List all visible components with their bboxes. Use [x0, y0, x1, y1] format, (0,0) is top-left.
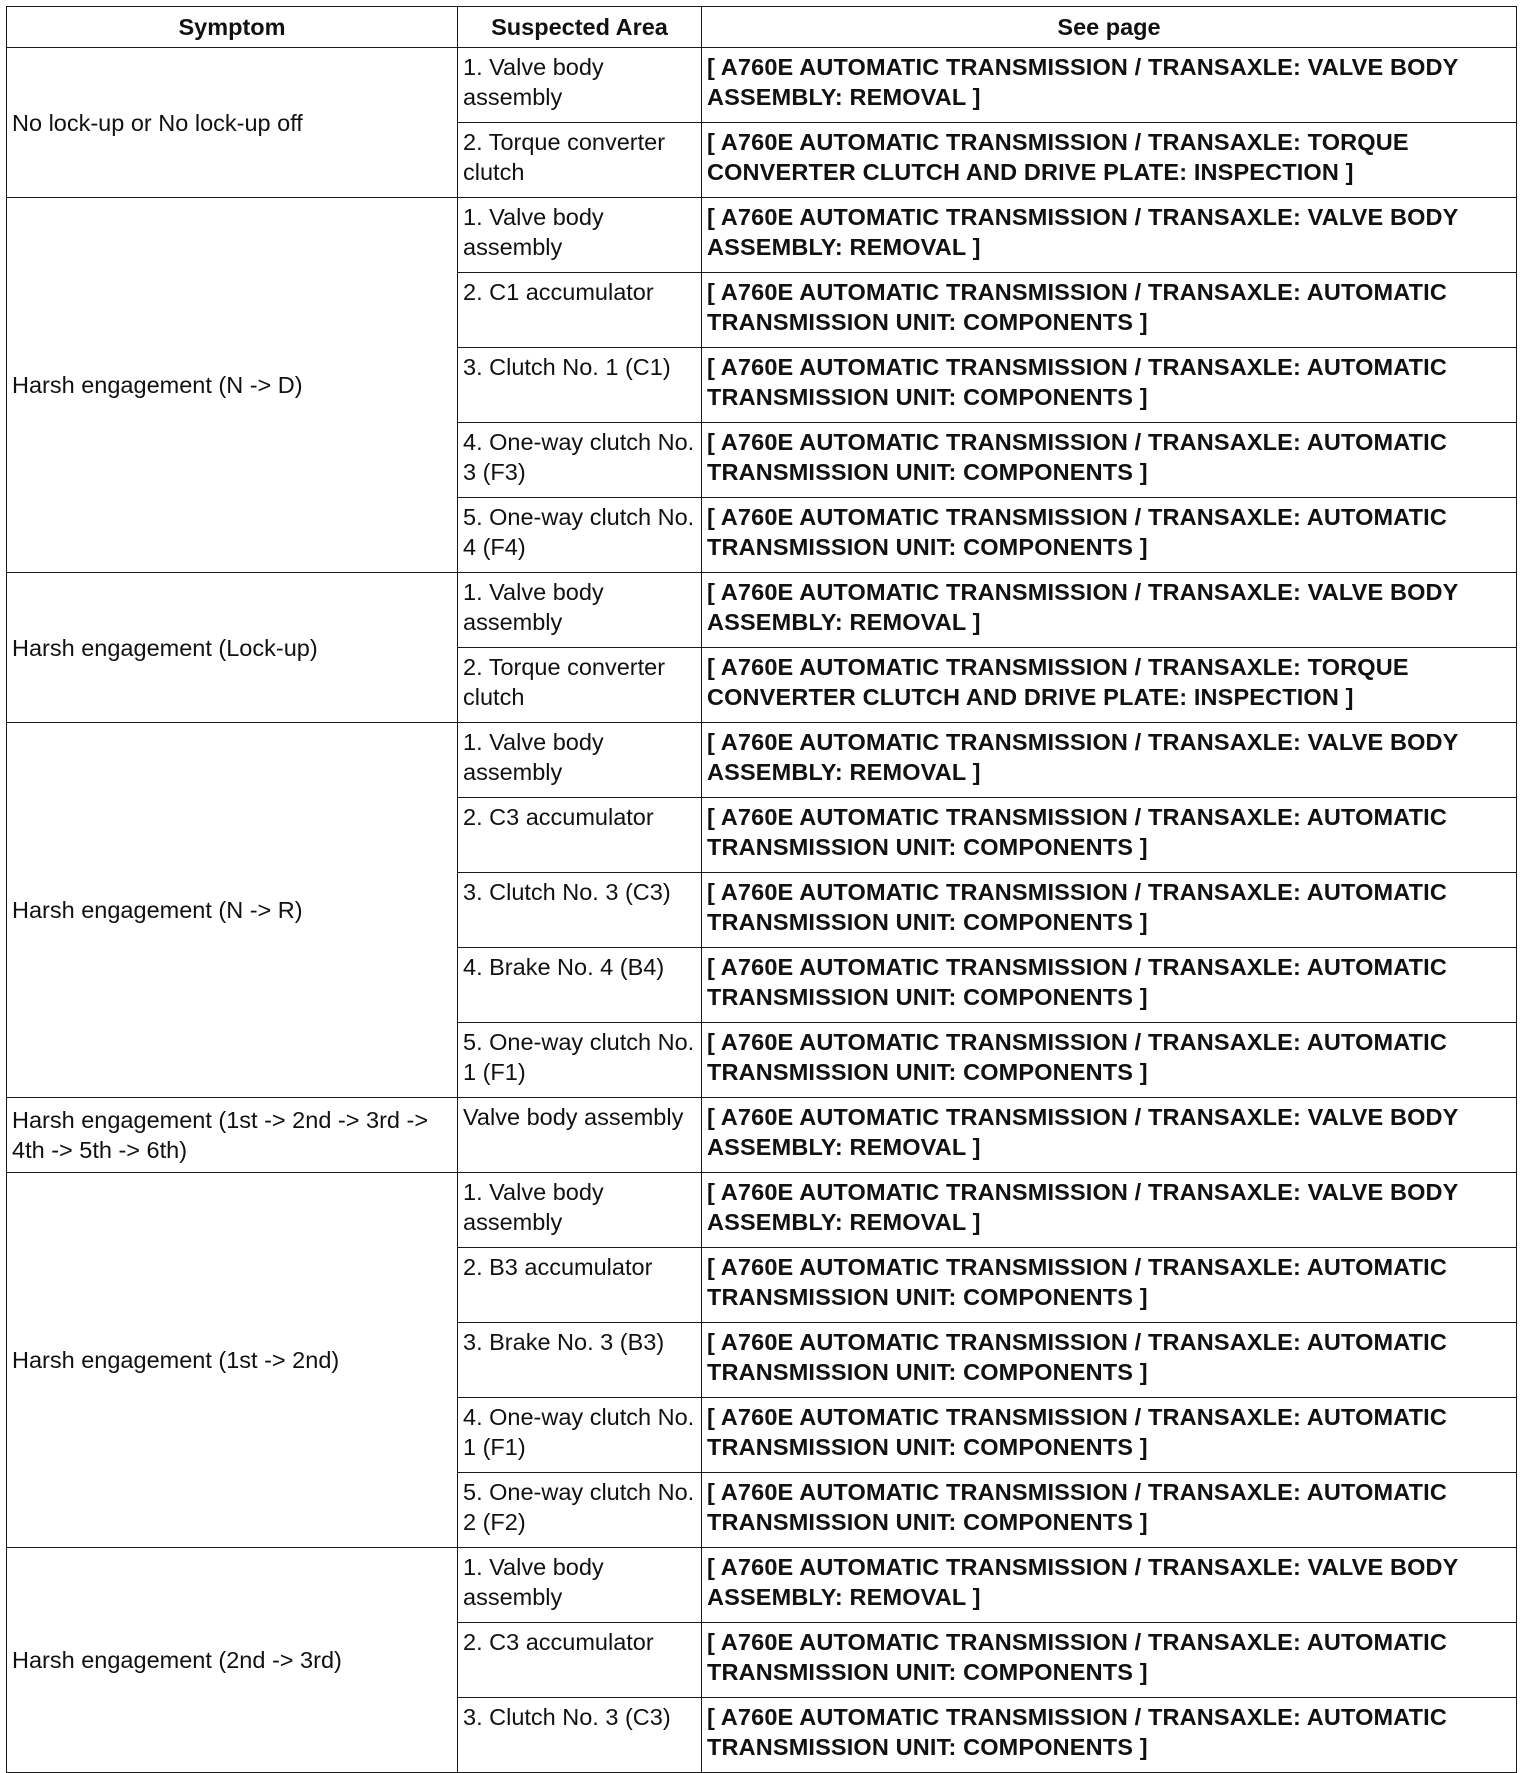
- see-page-reference: [ A760E AUTOMATIC TRANSMISSION / TRANSAXLE: AUTOMATIC TRANSMISSION UNIT: COMPONENTS ]: [702, 1248, 1517, 1323]
- table-body: [7, 48, 1517, 1773]
- suspected-area-cell: 1. Valve body assembly: [458, 723, 702, 798]
- see-page-reference: [ A760E AUTOMATIC TRANSMISSION / TRANSAXLE: AUTOMATIC TRANSMISSION UNIT: COMPONENTS ]: [702, 798, 1517, 873]
- see-page-reference: [ A760E AUTOMATIC TRANSMISSION / TRANSAXLE: AUTOMATIC TRANSMISSION UNIT: COMPONENTS ]: [702, 873, 1517, 948]
- see-page-reference: [ A760E AUTOMATIC TRANSMISSION / TRANSAXLE: AUTOMATIC TRANSMISSION UNIT: COMPONENTS ]: [702, 1623, 1517, 1698]
- document-page: [6, 6, 1517, 1773]
- suspected-area-cell: 1. Valve body assembly: [458, 573, 702, 648]
- suspected-area-cell: 3. Clutch No. 1 (C1): [458, 348, 702, 423]
- see-page-reference: [ A760E AUTOMATIC TRANSMISSION / TRANSAXLE: TORQUE CONVERTER CLUTCH AND DRIVE PLATE: INSPECTION ]: [702, 123, 1517, 198]
- table-row: [7, 1548, 1517, 1623]
- symptom-cell: No lock-up or No lock-up off: [7, 48, 458, 198]
- suspected-area-cell: 1. Valve body assembly: [458, 1548, 702, 1623]
- suspected-area-cell: 2. C1 accumulator: [458, 273, 702, 348]
- suspected-area-cell: 5. One-way clutch No. 2 (F2): [458, 1473, 702, 1548]
- see-page-reference: [ A760E AUTOMATIC TRANSMISSION / TRANSAXLE: AUTOMATIC TRANSMISSION UNIT: COMPONENTS ]: [702, 1323, 1517, 1398]
- see-page-reference: [ A760E AUTOMATIC TRANSMISSION / TRANSAXLE: VALVE BODY ASSEMBLY: REMOVAL ]: [702, 1098, 1517, 1173]
- symptom-cell: Harsh engagement (N -> R): [7, 723, 458, 1098]
- suspected-area-cell: 2. Torque converter clutch: [458, 123, 702, 198]
- table-row: [7, 198, 1517, 273]
- suspected-area-cell: 4. One-way clutch No. 1 (F1): [458, 1398, 702, 1473]
- see-page-reference: [ A760E AUTOMATIC TRANSMISSION / TRANSAXLE: AUTOMATIC TRANSMISSION UNIT: COMPONENTS ]: [702, 1023, 1517, 1098]
- header-symptom: Symptom: [7, 7, 458, 48]
- suspected-area-cell: 2. B3 accumulator: [458, 1248, 702, 1323]
- suspected-area-cell: 1. Valve body assembly: [458, 48, 702, 123]
- symptom-table: [6, 6, 1517, 1773]
- header-suspected-area: Suspected Area: [458, 7, 702, 48]
- suspected-area-cell: Valve body assembly: [458, 1098, 702, 1173]
- symptom-cell: Harsh engagement (N -> D): [7, 198, 458, 573]
- header-see-page: See page: [702, 7, 1517, 48]
- see-page-reference: [ A760E AUTOMATIC TRANSMISSION / TRANSAXLE: AUTOMATIC TRANSMISSION UNIT: COMPONENTS ]: [702, 273, 1517, 348]
- suspected-area-cell: 3. Clutch No. 3 (C3): [458, 873, 702, 948]
- see-page-reference: [ A760E AUTOMATIC TRANSMISSION / TRANSAXLE: AUTOMATIC TRANSMISSION UNIT: COMPONENTS ]: [702, 1698, 1517, 1773]
- table-row: [7, 48, 1517, 123]
- header-row: [7, 7, 1517, 48]
- see-page-reference: [ A760E AUTOMATIC TRANSMISSION / TRANSAXLE: VALVE BODY ASSEMBLY: REMOVAL ]: [702, 1173, 1517, 1248]
- suspected-area-cell: 2. C3 accumulator: [458, 798, 702, 873]
- symptom-cell: Harsh engagement (1st -> 2nd -> 3rd -> 4th -> 5th -> 6th): [7, 1098, 458, 1173]
- see-page-reference: [ A760E AUTOMATIC TRANSMISSION / TRANSAXLE: VALVE BODY ASSEMBLY: REMOVAL ]: [702, 723, 1517, 798]
- suspected-area-cell: 1. Valve body assembly: [458, 198, 702, 273]
- see-page-reference: [ A760E AUTOMATIC TRANSMISSION / TRANSAXLE: AUTOMATIC TRANSMISSION UNIT: COMPONENTS ]: [702, 498, 1517, 573]
- suspected-area-cell: 3. Brake No. 3 (B3): [458, 1323, 702, 1398]
- table-row: [7, 723, 1517, 798]
- table-row: [7, 1098, 1517, 1173]
- see-page-reference: [ A760E AUTOMATIC TRANSMISSION / TRANSAXLE: AUTOMATIC TRANSMISSION UNIT: COMPONENTS ]: [702, 1398, 1517, 1473]
- suspected-area-cell: 2. Torque converter clutch: [458, 648, 702, 723]
- see-page-reference: [ A760E AUTOMATIC TRANSMISSION / TRANSAXLE: AUTOMATIC TRANSMISSION UNIT: COMPONENTS ]: [702, 423, 1517, 498]
- suspected-area-cell: 4. One-way clutch No. 3 (F3): [458, 423, 702, 498]
- see-page-reference: [ A760E AUTOMATIC TRANSMISSION / TRANSAXLE: VALVE BODY ASSEMBLY: REMOVAL ]: [702, 198, 1517, 273]
- see-page-reference: [ A760E AUTOMATIC TRANSMISSION / TRANSAXLE: TORQUE CONVERTER CLUTCH AND DRIVE PLATE: INSPECTION ]: [702, 648, 1517, 723]
- table-row: [7, 1173, 1517, 1248]
- see-page-reference: [ A760E AUTOMATIC TRANSMISSION / TRANSAXLE: VALVE BODY ASSEMBLY: REMOVAL ]: [702, 573, 1517, 648]
- see-page-reference: [ A760E AUTOMATIC TRANSMISSION / TRANSAXLE: VALVE BODY ASSEMBLY: REMOVAL ]: [702, 1548, 1517, 1623]
- see-page-reference: [ A760E AUTOMATIC TRANSMISSION / TRANSAXLE: VALVE BODY ASSEMBLY: REMOVAL ]: [702, 48, 1517, 123]
- see-page-reference: [ A760E AUTOMATIC TRANSMISSION / TRANSAXLE: AUTOMATIC TRANSMISSION UNIT: COMPONENTS ]: [702, 348, 1517, 423]
- symptom-cell: Harsh engagement (Lock-up): [7, 573, 458, 723]
- suspected-area-cell: 4. Brake No. 4 (B4): [458, 948, 702, 1023]
- suspected-area-cell: 3. Clutch No. 3 (C3): [458, 1698, 702, 1773]
- table-row: [7, 573, 1517, 648]
- suspected-area-cell: 2. C3 accumulator: [458, 1623, 702, 1698]
- symptom-cell: Harsh engagement (2nd -> 3rd): [7, 1548, 458, 1773]
- suspected-area-cell: 5. One-way clutch No. 4 (F4): [458, 498, 702, 573]
- symptom-cell: Harsh engagement (1st -> 2nd): [7, 1173, 458, 1548]
- suspected-area-cell: 5. One-way clutch No. 1 (F1): [458, 1023, 702, 1098]
- see-page-reference: [ A760E AUTOMATIC TRANSMISSION / TRANSAXLE: AUTOMATIC TRANSMISSION UNIT: COMPONENTS ]: [702, 1473, 1517, 1548]
- suspected-area-cell: 1. Valve body assembly: [458, 1173, 702, 1248]
- see-page-reference: [ A760E AUTOMATIC TRANSMISSION / TRANSAXLE: AUTOMATIC TRANSMISSION UNIT: COMPONENTS ]: [702, 948, 1517, 1023]
